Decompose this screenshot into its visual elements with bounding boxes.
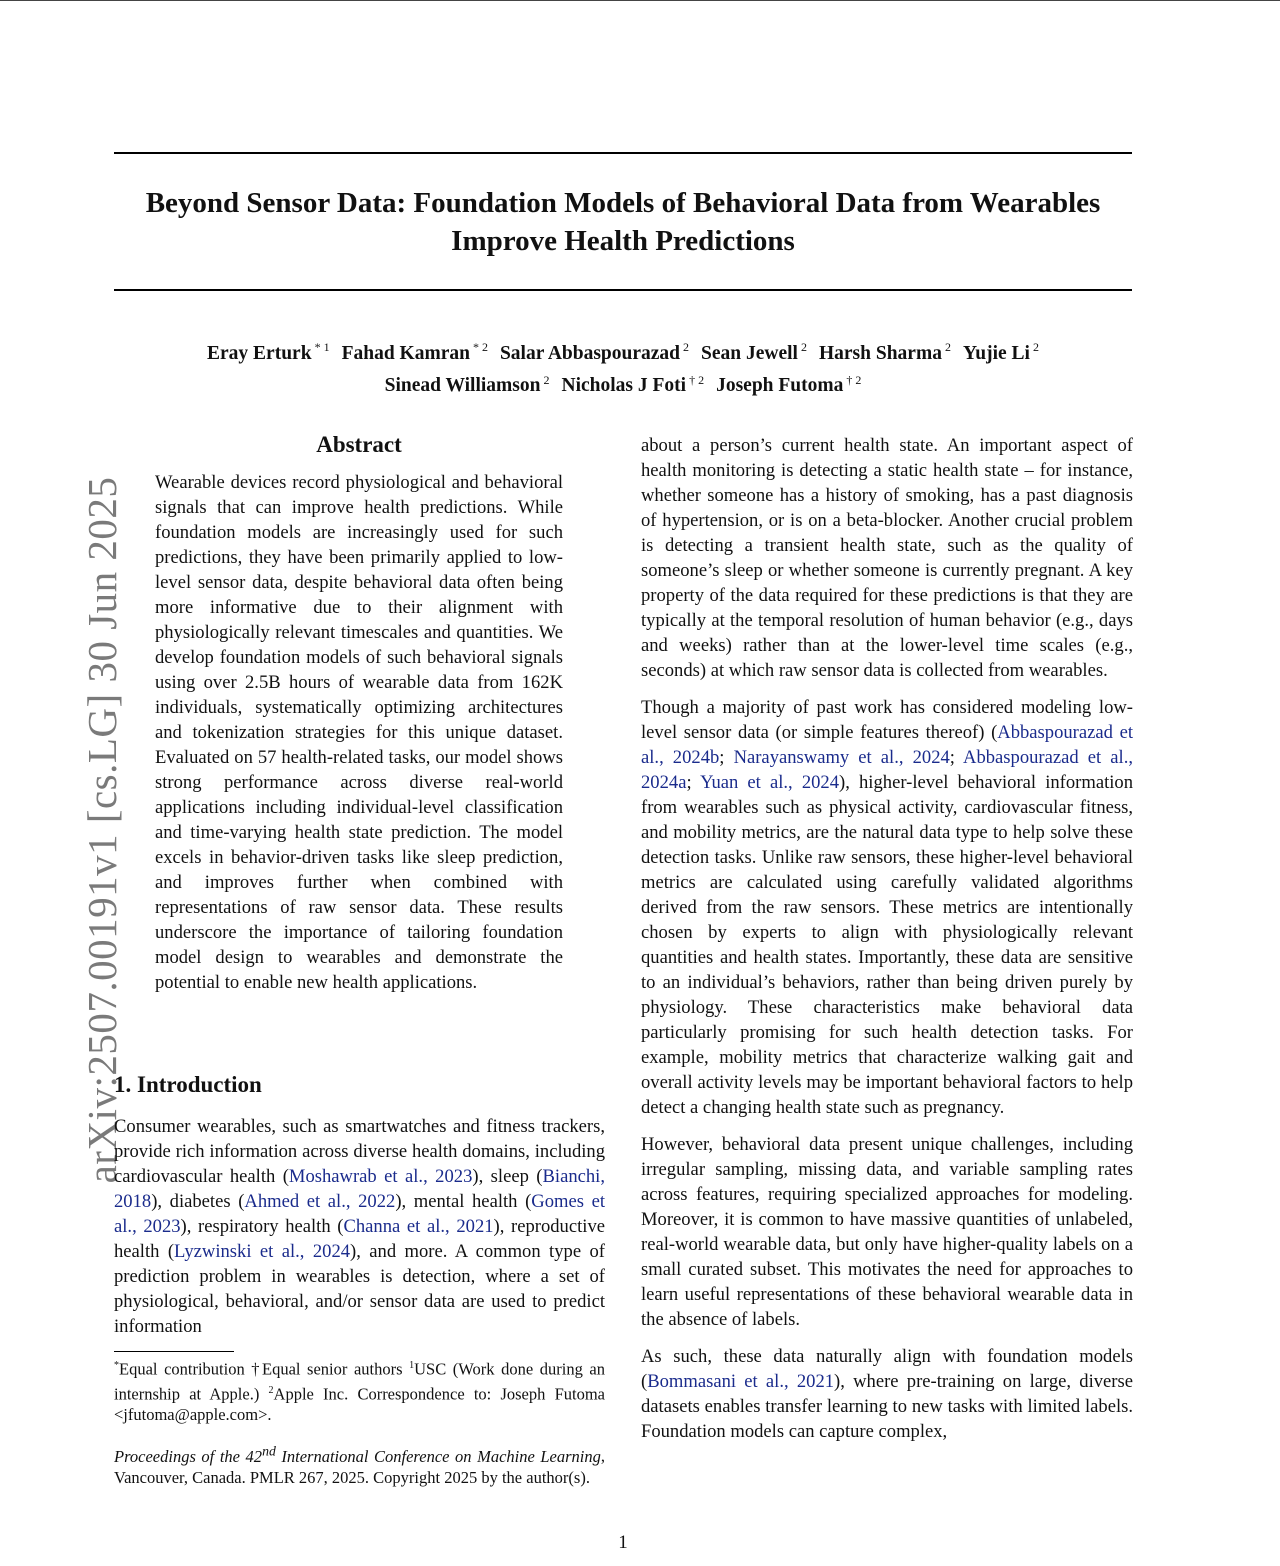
- top-border: [0, 0, 1280, 1]
- affiliation-mark: * 1: [314, 340, 330, 354]
- proceedings-note: Proceedings of the 42nd International Conference on Machine Learning, Vancouver, Canada. PMLR 267, 2025. Copyright 2025 by the author(s).: [114, 1443, 606, 1487]
- citation-link[interactable]: Moshawrab et al., 2023: [288, 1166, 473, 1187]
- affiliation-mark: 2: [683, 340, 690, 354]
- affiliation-mark: † 2: [689, 372, 705, 387]
- citation-link[interactable]: Narayanswamy et al., 2024: [733, 747, 950, 768]
- author-name: Joseph Futoma $^{\dagger 2}$: [716, 372, 862, 396]
- author-name: Nicholas J Foti $^{\dagger 2}$: [561, 372, 705, 396]
- author-name: Harsh Sharma $^2$: [818, 340, 951, 364]
- title-bottom-rule: [114, 289, 1132, 291]
- body-paragraph: As such, these data naturally align with foundation models (Bommasani et al., 2021), where pre-training on large, diverse datasets enables transfer learning to new tasks with limited labels. Foundation models can capture complex,: [641, 1346, 1133, 1442]
- author-name: Eray Erturk $^{* 1}$: [207, 340, 330, 364]
- citation-link[interactable]: Ahmed et al., 2022: [244, 1191, 396, 1212]
- affiliation-mark: * 2: [472, 340, 488, 354]
- title-top-rule: [114, 152, 1132, 154]
- affiliation-mark: † 2: [846, 372, 862, 387]
- body-paragraph: Though a majority of past work has considered modeling low-level sensor data (or simple features thereof) (Abbaspourazad et al., 2024b; Narayanswamy et al., 2024; Abbaspourazad et al., 2024a; Yuan et al., 2024), higher-level behavioral information from wearables such as physical activity, cardiovascular fitness, and mobility metrics, are the natural data type to help solve these detection tasks. Unlike raw sensors, these higher-level behavioral metrics are calculated using carefully validated algorithms derived from the raw sensors. These metrics are intentionally chosen by experts to align with physiologically relevant quantities and health states. Importantly, these data are sensitive to an individual’s behaviors, rather than being driven purely by physiology. These characteristics make behavioral data particularly promising for such health detection tasks. For example, mobility metrics that characterize walking gait and overall activity levels may be important behavioral factors to help detect a changing health state such as pregnancy.: [641, 697, 1133, 1118]
- citation-link[interactable]: Bommasani et al., 2021: [647, 1371, 835, 1392]
- paper-title-line-1: Beyond Sensor Data: Foundation Models of Behavioral Data from Wearables: [145, 187, 1101, 219]
- footnote-rule: [114, 1351, 234, 1352]
- right-column: [641, 433, 1133, 1456]
- citation-link[interactable]: Lyzwinski et al., 2024: [174, 1241, 351, 1262]
- abstract-heading: Abstract: [316, 432, 402, 457]
- citation-link[interactable]: Gomes et al., 2023: [114, 1191, 605, 1237]
- paper-title: [114, 184, 1132, 260]
- author-name: Fahad Kamran $^{* 2}$: [341, 340, 488, 364]
- citation-link[interactable]: Bianchi, 2018: [114, 1166, 605, 1212]
- affiliation-footnote: *Equal contribution †Equal senior authors $^1$USC (Work done during an internship at Apple.) $^2$Apple Inc. Correspondence to: Joseph Futoma <jfutoma@apple.com>.: [114, 1359, 605, 1424]
- arxiv-identifier-stamp: arXiv:2507.00191v1 [cs.LG] 30 Jun 2025: [79, 476, 125, 1184]
- introduction-paragraph: Consumer wearables, such as smartwatches and fitness trackers, provide rich information across diverse health domains, including cardiovascular health (Moshawrab et al., 2023), sleep (Bianchi, 2018), diabetes (Ahmed et al., 2022), mental health (Gomes et al., 2023), respiratory health (Channa et al., 2021), reproductive health (Lyzwinski et al., 2024), and more. A common type of prediction problem in wearables is detection, where a set of physiological, behavioral, and/or sensor data are used to predict information: [114, 1116, 605, 1337]
- affiliation-mark: 2: [944, 340, 951, 354]
- citation-link[interactable]: Yuan et al., 2024: [700, 772, 840, 793]
- abstract-text: Wearable devices record physiological and behavioral signals that can improve health predictions. While foundation models are increasingly used for such predictions, they have been primarily applied to low-level sensor data, despite behavioral data often being more informative due to their alignment with physiologically relevant timescales and quantities. We develop foundation models of such behavioral signals using over 2.5B hours of wearable data from 162K individuals, systematically optimizing architectures and tokenization strategies for this unique dataset. Evaluated on 57 health-related tasks, our model shows strong performance across diverse real-world applications including individual-level classification and time-varying health state prediction. The model excels in behavior-driven tasks like sleep prediction, and improves further when combined with representations of raw sensor data. These results underscore the importance of tailoring foundation model design to wearables and demonstrate the potential to enable new health applications.: [155, 472, 563, 993]
- author-line-2: [114, 367, 1132, 400]
- author-name: Salar Abbaspourazad $^2$: [499, 340, 690, 364]
- affiliation-mark: 2: [800, 340, 807, 354]
- citation-link[interactable]: Abbaspourazad et al., 2024b: [641, 722, 1133, 768]
- author-name: Sean Jewell $^2$: [701, 340, 807, 364]
- author-list: [114, 334, 1132, 399]
- body-paragraph: about a person’s current health state. An important aspect of health monitoring is detecting a static health state – for instance, whether someone has a history of smoking, has a past diagnosis of hypertension, or is on a beta-blocker. Another crucial problem is detecting a transient health state, such as the quality of someone’s sleep or whether someone is currently pregnant. A key property of the data required for these predictions is that they are typically at the temporal resolution of human behavior (e.g., days and weeks) rather than at the lower-level time scales (e.g., seconds) at which raw sensor data is collected from wearables.: [641, 435, 1133, 681]
- author-name: Yujie Li $^2$: [962, 340, 1039, 364]
- author-line-1: [114, 334, 1132, 367]
- introduction-heading: 1. Introduction: [114, 1072, 262, 1097]
- citation-link[interactable]: Channa et al., 2021: [343, 1216, 494, 1237]
- affiliation-mark: 2: [543, 372, 550, 387]
- citation-link[interactable]: Abbaspourazad et al., 2024a: [641, 747, 1133, 793]
- affiliation-mark: 2: [1032, 340, 1039, 354]
- paper-title-line-2: Improve Health Predictions: [451, 225, 795, 257]
- author-name: Sinead Williamson $^2$: [384, 372, 550, 396]
- page-number: 1: [618, 1532, 628, 1553]
- body-paragraph: However, behavioral data present unique challenges, including irregular sampling, missing data, and variable sampling rates across features, requiring specialized approaches for modeling. Moreover, it is common to have massive quantities of unlabeled, real-world wearable data, but only have higher-quality labels on a small curated subset. This motivates the need for approaches to learn useful representations of these behavioral wearable data in the absence of labels.: [641, 1134, 1133, 1330]
